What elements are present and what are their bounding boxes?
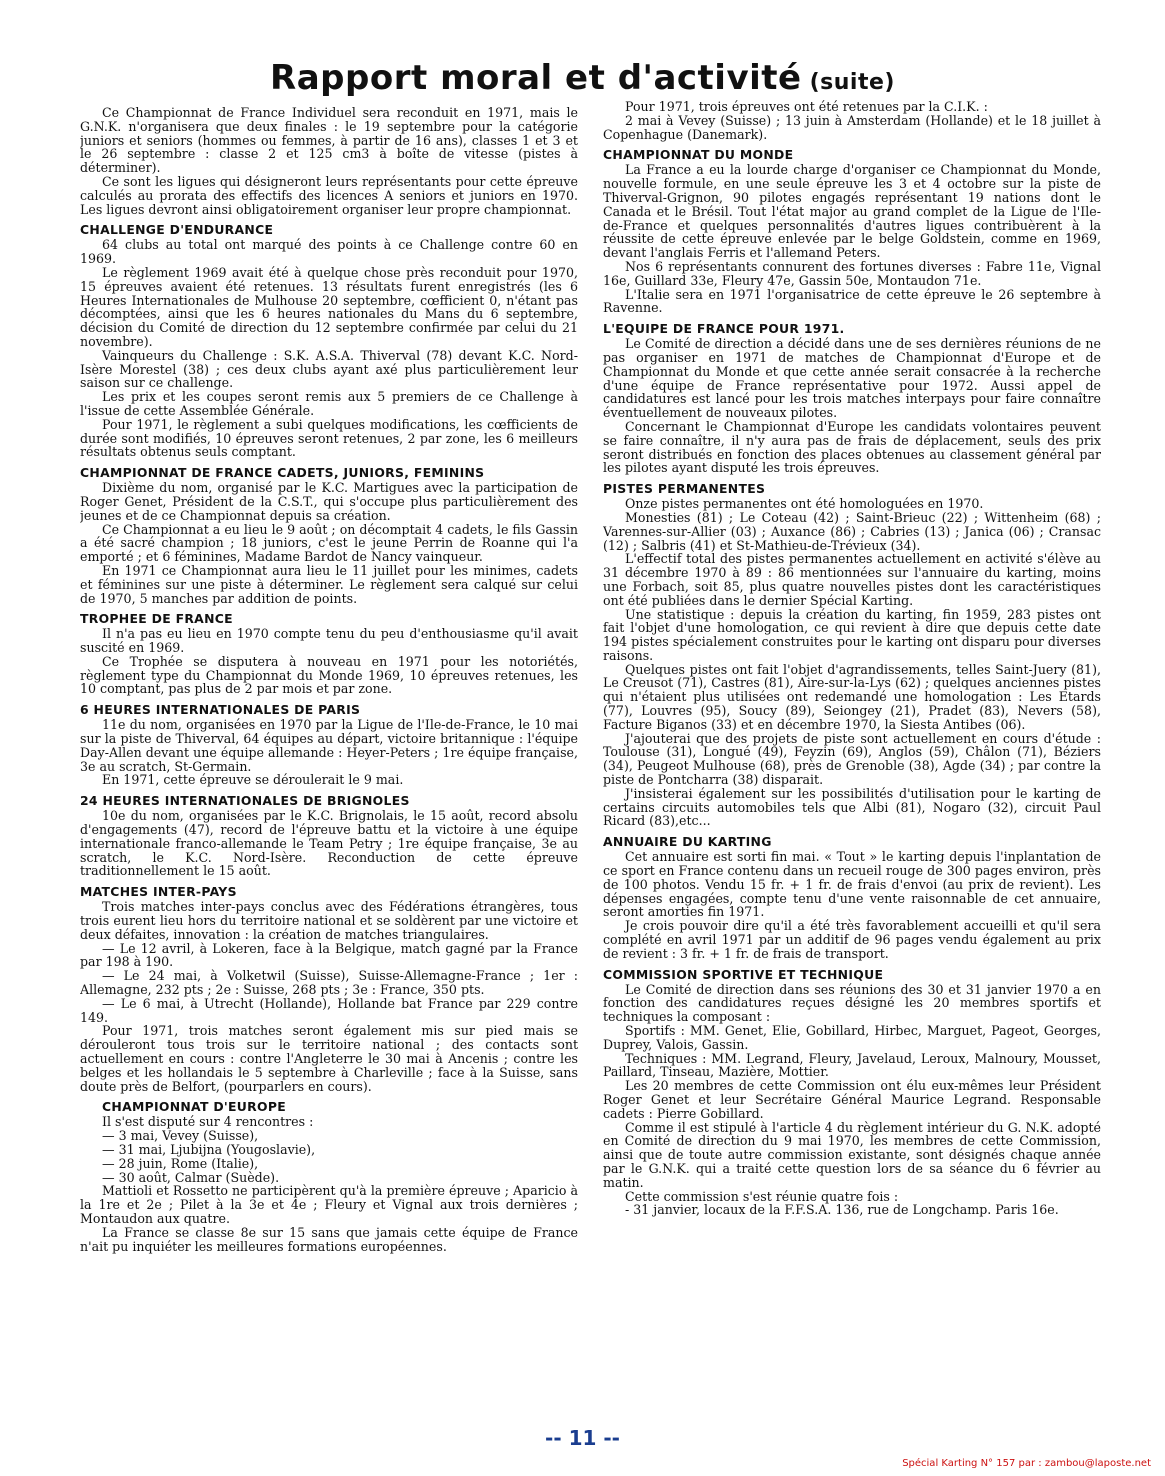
paragraph: Trois matches inter-pays conclus avec des Fédérations étrangères, tous trois eurent lieu hors du territoire national et se soldèrent par une victoire et deux défaites, innovation : la création de matches triangulaires. (80, 899, 578, 942)
section-heading: L'EQUIPE DE FRANCE POUR 1971. (603, 321, 845, 337)
paragraph: Ce sont les ligues qui désigneront leurs représentants pour cette épreuve calculés au prorata des effectifs des licences A seniors et juniors en 1970. Les ligues devront ainsi obligatoirement organiser leur propre championnat. (80, 173, 578, 217)
list-item: — 30 août, Calmar (Suède). (102, 1169, 280, 1185)
title-text: Rapport moral et d'activité (270, 58, 802, 98)
paragraph: Le Comité de direction a décidé dans une de ses dernières réunions de ne pas organiser en 1971 de matches de Championnat d'Europe et de Championnat du Monde et que cette année serait consacrée à la recherche d'une équipe de France représentative pour 1972. Aussi appel de candidatures est lancé pour les trois matches interpays pour faire connaître éventuellement de nouveaux pilotes. (603, 336, 1101, 421)
paragraph: Vainqueurs du Challenge : S.K. A.S.A. Thiverval (78) devant K.C. Nord-Isère Morestel (38) ; ces deux clubs ayant axé plus particulièrement leur saison sur ce challenge. (80, 347, 578, 391)
paragraph: Quelques pistes ont fait l'objet d'agrandissements, telles Saint-Juery (81), Le Creusot (71), Castres (81), Aire-sur-la-Lys (62) ; quelques anciennes pistes qui n'étaient plus utilisées ont redemandé une homologation : Les Etards (77), Louvres (95), Soucy (89), Seiongey (21), Pradet (83), Nevers (58), Facture Biganos (33) et en décembre 1970, la Siesta Antibes (06). (603, 661, 1101, 732)
list-item: — 3 mai, Vevey (Suisse), (102, 1128, 259, 1144)
left-column (80, 106, 578, 1436)
section-heading: PISTES PERMANENTES (603, 481, 766, 497)
scan-credit: Spécial Karting N° 157 par : zambou@laposte.net (902, 1458, 1151, 1469)
paragraph: Mattioli et Rossetto ne participèrent qu'à la première épreuve ; Aparicio à la 1re et 2e ; Pilet à la 3e et 4e ; Fleury et Vignal aux trois dernières ; Montaudon aux quatre. (80, 1183, 578, 1226)
paragraph: L'Italie sera en 1971 l'organisatrice de cette épreuve le 26 septembre à Ravenne. (603, 286, 1101, 316)
paragraph: Le Comité de direction dans ses réunions des 30 et 31 janvier 1970 a en fonction des candidatures reçues désigné les 20 membres sportifs et techniques la composant : (603, 981, 1101, 1025)
section-heading: CHAMPIONNAT DE FRANCE CADETS, JUNIORS, FEMININS (80, 465, 485, 481)
paragraph: J'insisterai également sur les possibilités d'utilisation pour le karting de certains circuits automobiles tels que Albi (81), Nogaro (32), circuit Paul Ricard (83),etc... (603, 785, 1101, 829)
page-number: -- 11 -- (545, 1426, 620, 1450)
paragraph: Cet annuaire est sorti fin mai. « Tout » le karting depuis l'inplantation de ce sport en France contenu dans un recueil rouge de 300 pages environ, près de 100 photos. Vendu 15 fr. + 1 fr. de frais d'envoi (au prix de revient). Les dépenses engagées, compte tenu d'une vente raisonnable de cet annuaire, seront amorties fin 1971. (603, 849, 1101, 920)
paragraph: Onze pistes permanentes ont été homologuées en 1970. (625, 496, 984, 512)
section-heading: CHAMPIONNAT D'EUROPE (102, 1099, 286, 1115)
paragraph: J'ajouterai que des projets de piste sont actuellement en cours d'étude : Toulouse (31), Longué (49), Feyzin (69), Anglos (59), Châlon (71), Béziers (34), Peugeot Mulhouse (68), près de Grenoble (38), Agde (34) ; par contre la piste de Pontcharra (38) disparait. (603, 730, 1101, 788)
paragraph: Pour 1971, trois matches seront également mis sur pied mais se dérouleront tous trois sur le territoire national ; des contacts sont actuellement en cours : contre l'Angleterre le 30 mai à Ancenis ; contre les belges et les hollandais le 5 septembre à Charleville ; face à la Suisse, sans doute près de Belfort, (pourparlers en cours). (80, 1023, 578, 1094)
paragraph: 64 clubs au total ont marqué des points à ce Challenge contre 60 en 1969. (80, 237, 578, 267)
paragraph: Monesties (81) ; Le Coteau (42) ; Saint-Brieuc (22) ; Wittenheim (68) ; Varennes-sur-Allier (03) ; Auxance (86) ; Cabries (13) ; Janica (06) ; Cransac (12) ; Salbris (41) et St-Mathieu-de-Trévieux (34). (603, 509, 1101, 553)
paragraph: - 31 janvier, locaux de la F.F.S.A. 136, rue de Longchamp. Paris 16e. (625, 1202, 1059, 1218)
paragraph: Cette commission s'est réunie quatre fois : (625, 1188, 899, 1204)
right-column (603, 100, 1101, 1430)
section-heading: COMMISSION SPORTIVE ET TECHNIQUE (603, 966, 884, 982)
paragraph: Comme il est stipulé à l'article 4 du règlement intérieur du G. N.K. adopté en Comité de direction du 9 mai 1970, les membres de cette Commission, ainsi que de toute autre commission existante, sont désignés chaque année par le G.N.K. qui a traité cette question lors de sa séance du 6 février au matin. (603, 1119, 1101, 1190)
section-heading: ANNUAIRE DU KARTING (603, 834, 772, 850)
paragraph: Le règlement 1969 avait été à quelque chose près reconduit pour 1970, 15 épreuves avaient été retenues. 13 résultats furent enregistrés (les 6 Heures Internationales de Mulhouse 20 septembre, cœfficient 0, n'étant pas décomptées, ainsi que les 6 heures nationales du Mans du 6 septembre, décision du Comité de direction du 12 septembre confirmée par celui du 21 novembre). (80, 264, 578, 349)
paragraph: Concernant le Championnat d'Europe les candidats volontaires peuvent se faire connaître, il n'y aura pas de frais de déplacement, seuls des prix seront distribués en fonction des places obtenues au classement général par les pilotes ayant disputé les trois épreuves. (603, 418, 1101, 476)
paragraph: Nos 6 représentants connurent des fortunes diverses : Fabre 11e, Vignal 16e, Guillard 33e, Fleury 47e, Gassin 50e, Montaudon 71e. (603, 258, 1101, 288)
list-item: — 31 mai, Ljubijna (Yougoslavie), (102, 1142, 316, 1157)
paragraph: L'effectif total des pistes permanentes actuellement en activité s'élève au 31 décembre 1970 à 89 : 86 mentionnées sur l'annuaire du karting, moins une Forbach, soit 85, plus quatre nouvelles pistes dont les caractéristiques ont été publiées dans le dernier Spécial Karting. (603, 551, 1101, 608)
title-suite: (suite) (809, 70, 895, 95)
paragraph: — Le 12 avril, à Lokeren, face à la Belgique, match gagné par la France par 198 à 190. (80, 940, 578, 970)
paragraph: La France se classe 8e sur 15 sans que jamais cette équipe de France n'ait pu inquiéter les meilleures formations européennes. (80, 1224, 578, 1254)
section-heading: 24 HEURES INTERNATIONALES DE BRIGNOLES (80, 793, 410, 809)
paragraph: Sportifs : MM. Genet, Elie, Gobillard, Hirbec, Marguet, Pageot, Georges, Duprey, Valois, Gassin. (603, 1023, 1101, 1052)
section-heading: 6 HEURES INTERNATIONALES DE PARIS (80, 702, 361, 718)
paragraph: Je crois pouvoir dire qu'il a été très favorablement accueilli et qu'il sera complété en avril 1971 par un additif de 96 pages vendu également au prix de revient : 3 fr. + 1 fr. de frais de transport. (603, 918, 1101, 961)
section-heading: TROPHEE DE FRANCE (80, 611, 233, 627)
list-item: — 28 juin, Rome (Italie), (102, 1155, 259, 1171)
paragraph: En 1971 ce Championnat aura lieu le 11 juillet pour les minimes, cadets et féminines sur une piste à déterminer. Le règlement sera calqué sur celui de 1970, 5 manches par addition de points. (80, 562, 578, 606)
paragraph: — Le 6 mai, à Utrecht (Hollande), Hollande bat France par 229 contre 149. (80, 995, 578, 1025)
paragraph: Techniques : MM. Legrand, Fleury, Javelaud, Leroux, Malnoury, Mousset, Paillard, Tinseau, Mazière, Mottier. (603, 1050, 1101, 1080)
paragraph: Les 20 membres de cette Commission ont élu eux-mêmes leur Président Roger Genet et leur Secrétaire Général Maurice Legrand. Responsable cadets : Pierre Gobillard. (603, 1078, 1101, 1121)
section-heading: CHAMPIONNAT DU MONDE (603, 147, 794, 163)
paragraph: Il n'a pas eu lieu en 1970 compte tenu du peu d'enthousiasme qu'il avait suscité en 1969. (80, 626, 578, 656)
paragraph: Pour 1971, trois épreuves ont été retenues par la C.I.K. : (625, 100, 988, 114)
section-heading: MATCHES INTER-PAYS (80, 884, 237, 900)
paragraph: 2 mai à Vevey (Suisse) ; 13 juin à Amsterdam (Hollande) et le 18 juillet à Copenhague (Danemark). (603, 112, 1101, 142)
section-heading: CHALLENGE D'ENDURANCE (80, 222, 274, 238)
paragraph: La France a eu la lourde charge d'organiser ce Championnat du Monde, nouvelle formule, en une seule épreuve les 3 et 4 octobre sur la piste de Thiverval-Grignon, 90 pilotes engagés représentant 19 nations dont le Canada et le Brésil. Tout l'état major au grand complet de la Ligue de l'Ile-de-France et quelques personnalités d'autres ligues contribuèrent à la réussite de cette épreuve enlevée par le belge Goldstein, comme en 1969, devant l'anglais Ferris et l'allemand Peters. (603, 162, 1101, 261)
paragraph: Ce Championnat de France Individuel sera reconduit en 1971, mais le G.N.K. n'organisera que deux finales : le 19 septembre pour la catégorie juniors et seniors (hommes ou femmes, à partir de 16 ans), classes 1 et 3 et le 26 septembre : classe 2 et 125 cm3 à boîte de vitesse (pistes à déterminer). (80, 106, 578, 176)
paragraph: Une statistique : depuis la création du karting, fin 1959, 283 pistes ont fait l'objet d'une homologation, ce qui revient à dire que depuis cette date 194 pistes spécialement construites pour le karting ont disparu pour diverses raisons. (603, 606, 1101, 663)
paragraph: Pour 1971, le règlement a subi quelques modifications, les cœfficients de durée sont modifiés, 10 épreuves seront retenues, 2 par zone, les 6 meilleurs résultats obtenus seuls comptant. (80, 416, 578, 460)
paragraph: En 1971, cette épreuve se déroulerait le 9 mai. (102, 772, 404, 788)
page-title (0, 58, 1165, 98)
paragraph: 10e du nom, organisées par le K.C. Brignolais, le 15 août, record absolu d'engagements (47), record de l'épreuve battu et la victoire à une équipe internationale franco-allemande le Team Petry ; 1re équipe française, 3e au scratch, le K.C. Nord-Isère. Reconduction de cette épreuve traditionnellement le 15 août. (80, 808, 578, 879)
paragraph: Les prix et les coupes seront remis aux 5 premiers de ce Challenge à l'issue de cette Assemblée Générale. (80, 389, 578, 418)
paragraph: Ce Championnat a eu lieu le 9 août ; on décomptait 4 cadets, le fils Gassin a été sacré champion ; 18 juniors, c'est le jeune Perrin de Roanne qui l'a emporté ; et 6 féminines, Madame Bardot de Nancy vainqueur. (80, 521, 578, 565)
paragraph: Dixième du nom, organisé par le K.C. Martigues avec la participation de Roger Genet, Président de la C.S.T., qui s'occupe plus particulièrement des jeunes et de ce Championnat depuis sa création. (80, 480, 578, 523)
paragraph: Ce Trophée se disputera à nouveau en 1971 pour les notoriétés, règlement type du Championnat du Monde 1969, 10 épreuves retenues, les 10 comptant, pas plus de 2 par mois et par zone. (80, 653, 578, 697)
paragraph: Il s'est disputé sur 4 rencontres : (102, 1114, 314, 1130)
paragraph: — Le 24 mai, à Volketwil (Suisse), Suisse-Allemagne-France ; 1er : Allemagne, 232 pts ; 2e : Suisse, 268 pts ; 3e : France, 350 pts. (80, 968, 578, 998)
paragraph: 11e du nom, organisées en 1970 par la Ligue de l'Ile-de-France, le 10 mai sur la piste de Thiverval, 64 équipes au départ, victoire britannique : l'équipe Day-Allen devant une équipe allemande : Heyer-Peters ; 1re équipe française, 3e au scratch, St-Germain. (80, 717, 578, 774)
